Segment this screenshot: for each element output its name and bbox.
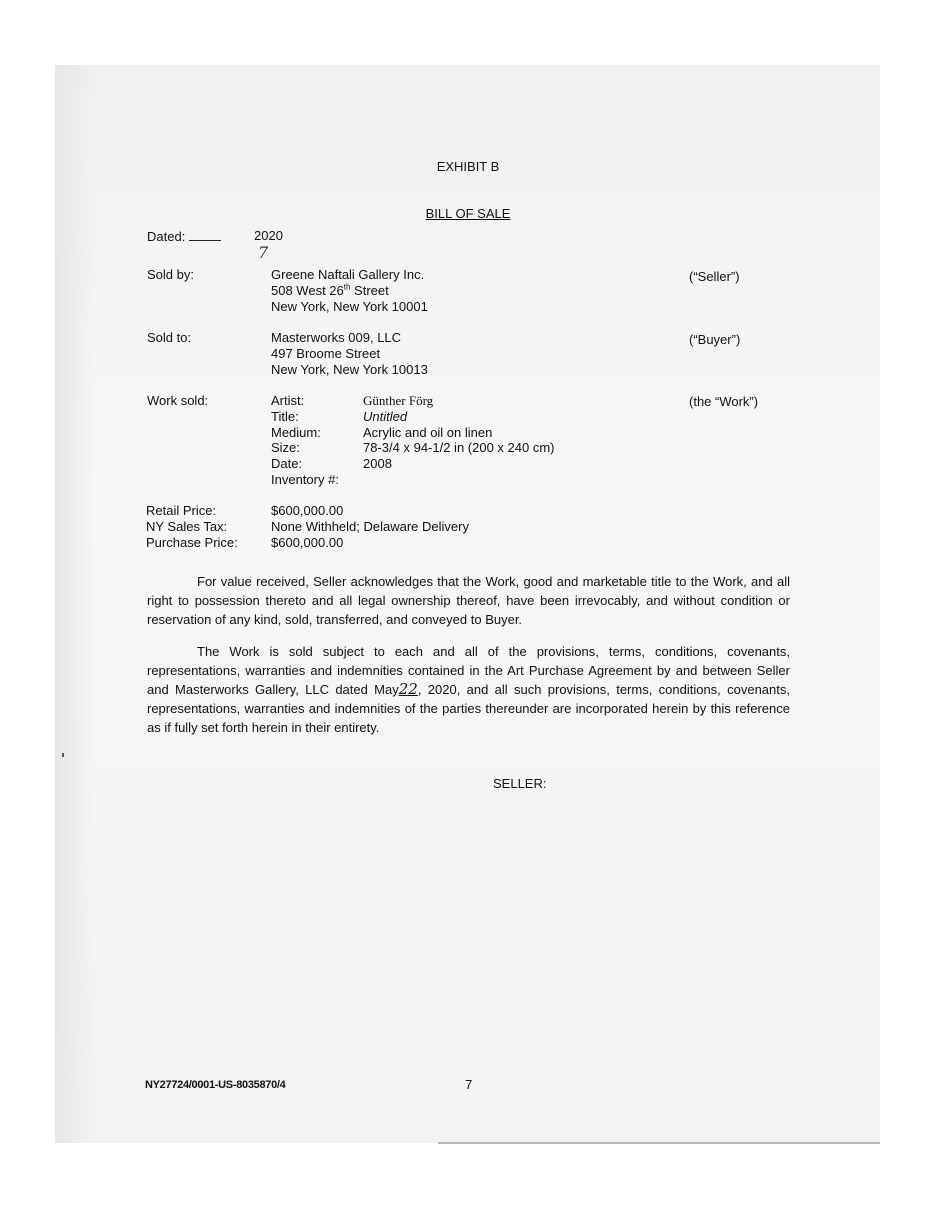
dated-row	[147, 229, 221, 245]
medium-label: Medium:	[271, 425, 321, 440]
seller-city: New York, New York 10001	[271, 299, 428, 314]
dated-year: 2020	[254, 228, 283, 243]
sold-by-label: Sold by:	[147, 267, 194, 282]
sales-tax-value: None Withheld; Delaware Delivery	[271, 519, 469, 534]
seller-role: (“Seller”)	[689, 269, 740, 284]
inventory-label: Inventory #:	[271, 472, 339, 487]
buyer-city: New York, New York 10013	[271, 362, 428, 377]
artist-label: Artist:	[271, 393, 305, 408]
exhibit-title: EXHIBIT B	[436, 159, 500, 174]
date-value: 2008	[363, 456, 392, 471]
purchase-price-label: Purchase Price:	[146, 535, 238, 550]
seller-street-post: Street	[350, 283, 389, 298]
work-role: (the “Work”)	[689, 394, 759, 409]
title-value: Untitled	[363, 409, 408, 424]
seller-street	[271, 283, 389, 299]
buyer-street: 497 Broome Street	[271, 346, 381, 361]
sales-tax-label: NY Sales Tax:	[146, 519, 228, 534]
seller-street-sup: th	[343, 282, 351, 292]
seller-street-pre: 508 West 26	[271, 283, 344, 298]
paragraph-value-received: For value received, Seller acknowledges that the Work, good and marketable title to the Work, and all right to possession thereto and all legal ownership thereof, have been irrevocably, and without condition or reservation of any kind, sold, transferred, and conveyed to Buyer.	[147, 574, 790, 627]
dated-blank	[189, 229, 221, 241]
scan-edge-line	[438, 1142, 880, 1144]
buyer-role: (“Buyer”)	[689, 332, 741, 347]
document-code: NY27724/0001-US-8035870/4	[145, 1079, 286, 1091]
size-label: Size:	[271, 440, 300, 455]
seller-name: Greene Naftali Gallery Inc.	[271, 267, 425, 282]
paragraph-subject-to	[147, 642, 790, 737]
dated-label: Dated:	[147, 229, 186, 244]
scan-shadow	[55, 65, 95, 1143]
handwritten-day: 22	[398, 680, 418, 698]
size-value: 78-3/4 x 94-1/2 in (200 x 240 cm)	[363, 440, 555, 455]
artist-value: Günther Förg	[363, 393, 434, 408]
retail-price-label: Retail Price:	[146, 503, 217, 518]
seller-signature-label: SELLER:	[493, 776, 547, 791]
page-number: 7	[465, 1077, 473, 1092]
bill-of-sale-title: BILL OF SALE	[425, 206, 511, 221]
date-label: Date:	[271, 456, 303, 471]
scan-speck	[62, 753, 64, 757]
buyer-name: Masterworks 009, LLC	[271, 330, 402, 345]
purchase-price-value: $600,000.00	[271, 535, 344, 550]
handwritten-mark: 7	[258, 243, 269, 262]
work-sold-label: Work sold:	[147, 393, 209, 408]
paragraph-subject-to-b: , 2020, and all such provisions, terms, conditions, covenants, representations, warranties and indemnities of the parties thereunder are incorporated herein by this reference as if fully set forth herein in their entirety.	[147, 682, 790, 735]
retail-price-value: $600,000.00	[271, 503, 344, 518]
sold-to-label: Sold to:	[147, 330, 192, 345]
title-label: Title:	[271, 409, 299, 424]
medium-value: Acrylic and oil on linen	[363, 425, 493, 440]
paragraph-subject-to-a: The Work is sold subject to each and all of the provisions, terms, conditions, covenants, representations, warranties and indemnities contained in the Art Purchase Agreement by and between Seller and Masterworks Gallery, LLC dated May	[147, 644, 790, 697]
